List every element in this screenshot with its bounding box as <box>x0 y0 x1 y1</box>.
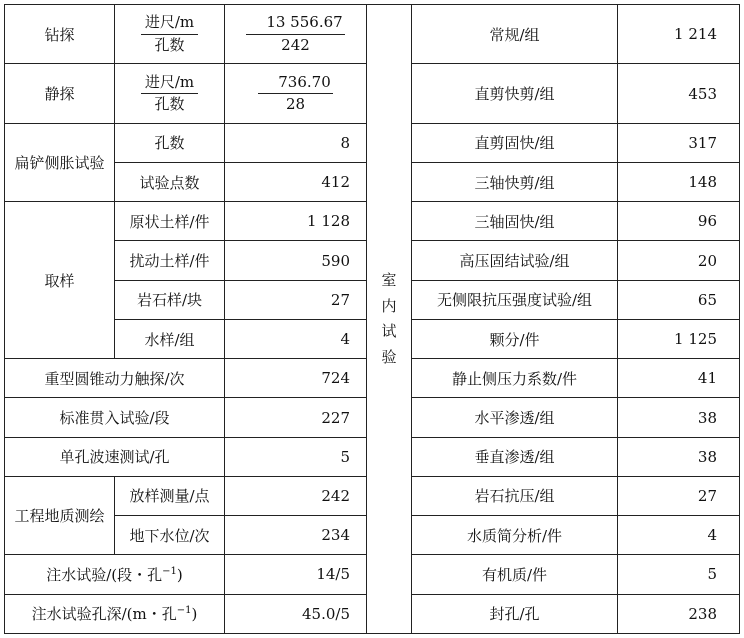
lab-value: 41 <box>618 359 740 398</box>
static-probe-unit-holes: 孔数 <box>154 95 185 114</box>
drilling-value-holes: 242 <box>281 35 310 54</box>
lab-item: 直剪固快/组 <box>412 123 618 162</box>
lab-value: 1 214 <box>618 5 740 64</box>
injection-depth-label <box>5 594 225 633</box>
injection-test-label-end: ) <box>176 565 183 584</box>
sampling-value: 1 128 <box>225 202 367 241</box>
injection-test-label <box>5 555 225 594</box>
lab-value: 1 125 <box>618 319 740 358</box>
sampling-item: 岩石样/块 <box>115 280 225 319</box>
lab-item: 三轴固快/组 <box>412 202 618 241</box>
sampling-item: 原状土样/件 <box>115 202 225 241</box>
survey-value: 234 <box>225 516 367 555</box>
lab-item: 直剪快剪/组 <box>412 64 618 123</box>
injection-depth-label-end: ) <box>191 605 198 624</box>
dpt-value: 724 <box>225 359 367 398</box>
wave-test-label: 单孔波速测试/孔 <box>5 437 225 476</box>
dilatometer-value: 412 <box>225 162 367 201</box>
drilling-value-footage: 13 556.67 <box>246 13 344 35</box>
injection-depth-label-sup: −1 <box>176 605 192 617</box>
sampling-label: 取样 <box>5 202 115 359</box>
drilling-unit-holes: 孔数 <box>154 35 185 54</box>
indoor-test-label <box>367 5 412 634</box>
dilatometer-label: 扁铲侧胀试验 <box>5 123 115 201</box>
lab-item: 无侧限抗压强度试验/组 <box>412 280 618 319</box>
lab-value: 148 <box>618 162 740 201</box>
lab-item: 常规/组 <box>412 5 618 64</box>
static-probe-value-holes: 28 <box>285 95 306 114</box>
drilling-label: 钻探 <box>5 5 115 64</box>
spt-value: 227 <box>225 398 367 437</box>
static-probe-value-footage: 736.70 <box>258 73 333 95</box>
lab-item: 颗分/件 <box>412 319 618 358</box>
survey-item: 地下水位/次 <box>115 516 225 555</box>
injection-depth-label-text: 注水试验孔深/(m・孔 <box>31 605 177 624</box>
static-probe-unit-footage: 进尺/m <box>141 73 198 95</box>
lab-item: 有机质/件 <box>412 555 618 594</box>
lab-item: 静止侧压力系数/件 <box>412 359 618 398</box>
lab-item: 三轴快剪/组 <box>412 162 618 201</box>
lab-item: 水质简分析/件 <box>412 516 618 555</box>
injection-test-label-sup: −1 <box>162 565 177 577</box>
static-probe-label: 静探 <box>5 64 115 123</box>
lab-item: 水平渗透/组 <box>412 398 618 437</box>
lab-item: 岩石抗压/组 <box>412 476 618 515</box>
lab-value: 20 <box>618 241 740 280</box>
table-row <box>5 5 740 64</box>
survey-label: 工程地质测绘 <box>5 476 115 554</box>
static-probe-units <box>115 64 225 123</box>
wave-test-value: 5 <box>225 437 367 476</box>
workload-table <box>4 4 740 634</box>
indoor-test-char: 验 <box>381 347 397 366</box>
indoor-test-char: 室 <box>381 271 397 289</box>
sampling-value: 4 <box>225 319 367 358</box>
lab-value: 4 <box>618 516 740 555</box>
sampling-value: 27 <box>225 280 367 319</box>
lab-value: 96 <box>618 202 740 241</box>
lab-value: 238 <box>618 594 740 633</box>
injection-test-value: 14/5 <box>225 555 367 594</box>
lab-value: 38 <box>618 398 740 437</box>
lab-value: 38 <box>618 437 740 476</box>
drilling-units <box>115 5 225 64</box>
sampling-item: 水样/组 <box>115 319 225 358</box>
drilling-values <box>225 5 367 64</box>
lab-item: 封孔/孔 <box>412 594 618 633</box>
survey-value: 242 <box>225 476 367 515</box>
lab-value: 453 <box>618 64 740 123</box>
drilling-unit-footage: 进尺/m <box>141 13 198 35</box>
dilatometer-value: 8 <box>225 123 367 162</box>
injection-depth-value: 45.0/5 <box>225 594 367 633</box>
static-probe-values <box>225 64 367 123</box>
lab-item: 高压固结试验/组 <box>412 241 618 280</box>
sampling-item: 扰动土样/件 <box>115 241 225 280</box>
indoor-test-char: 内 <box>381 296 397 315</box>
dilatometer-item: 试验点数 <box>115 162 225 201</box>
spt-label: 标准贯入试验/段 <box>5 398 225 437</box>
lab-value: 27 <box>618 476 740 515</box>
lab-item: 垂直渗透/组 <box>412 437 618 476</box>
lab-value: 317 <box>618 123 740 162</box>
injection-test-label-text: 注水试验/(段・孔 <box>46 565 163 584</box>
sampling-value: 590 <box>225 241 367 280</box>
lab-value: 65 <box>618 280 740 319</box>
survey-item: 放样测量/点 <box>115 476 225 515</box>
indoor-test-char: 试 <box>381 322 397 340</box>
dpt-label: 重型圆锥动力触探/次 <box>5 359 225 398</box>
dilatometer-item: 孔数 <box>115 123 225 162</box>
lab-value: 5 <box>618 555 740 594</box>
